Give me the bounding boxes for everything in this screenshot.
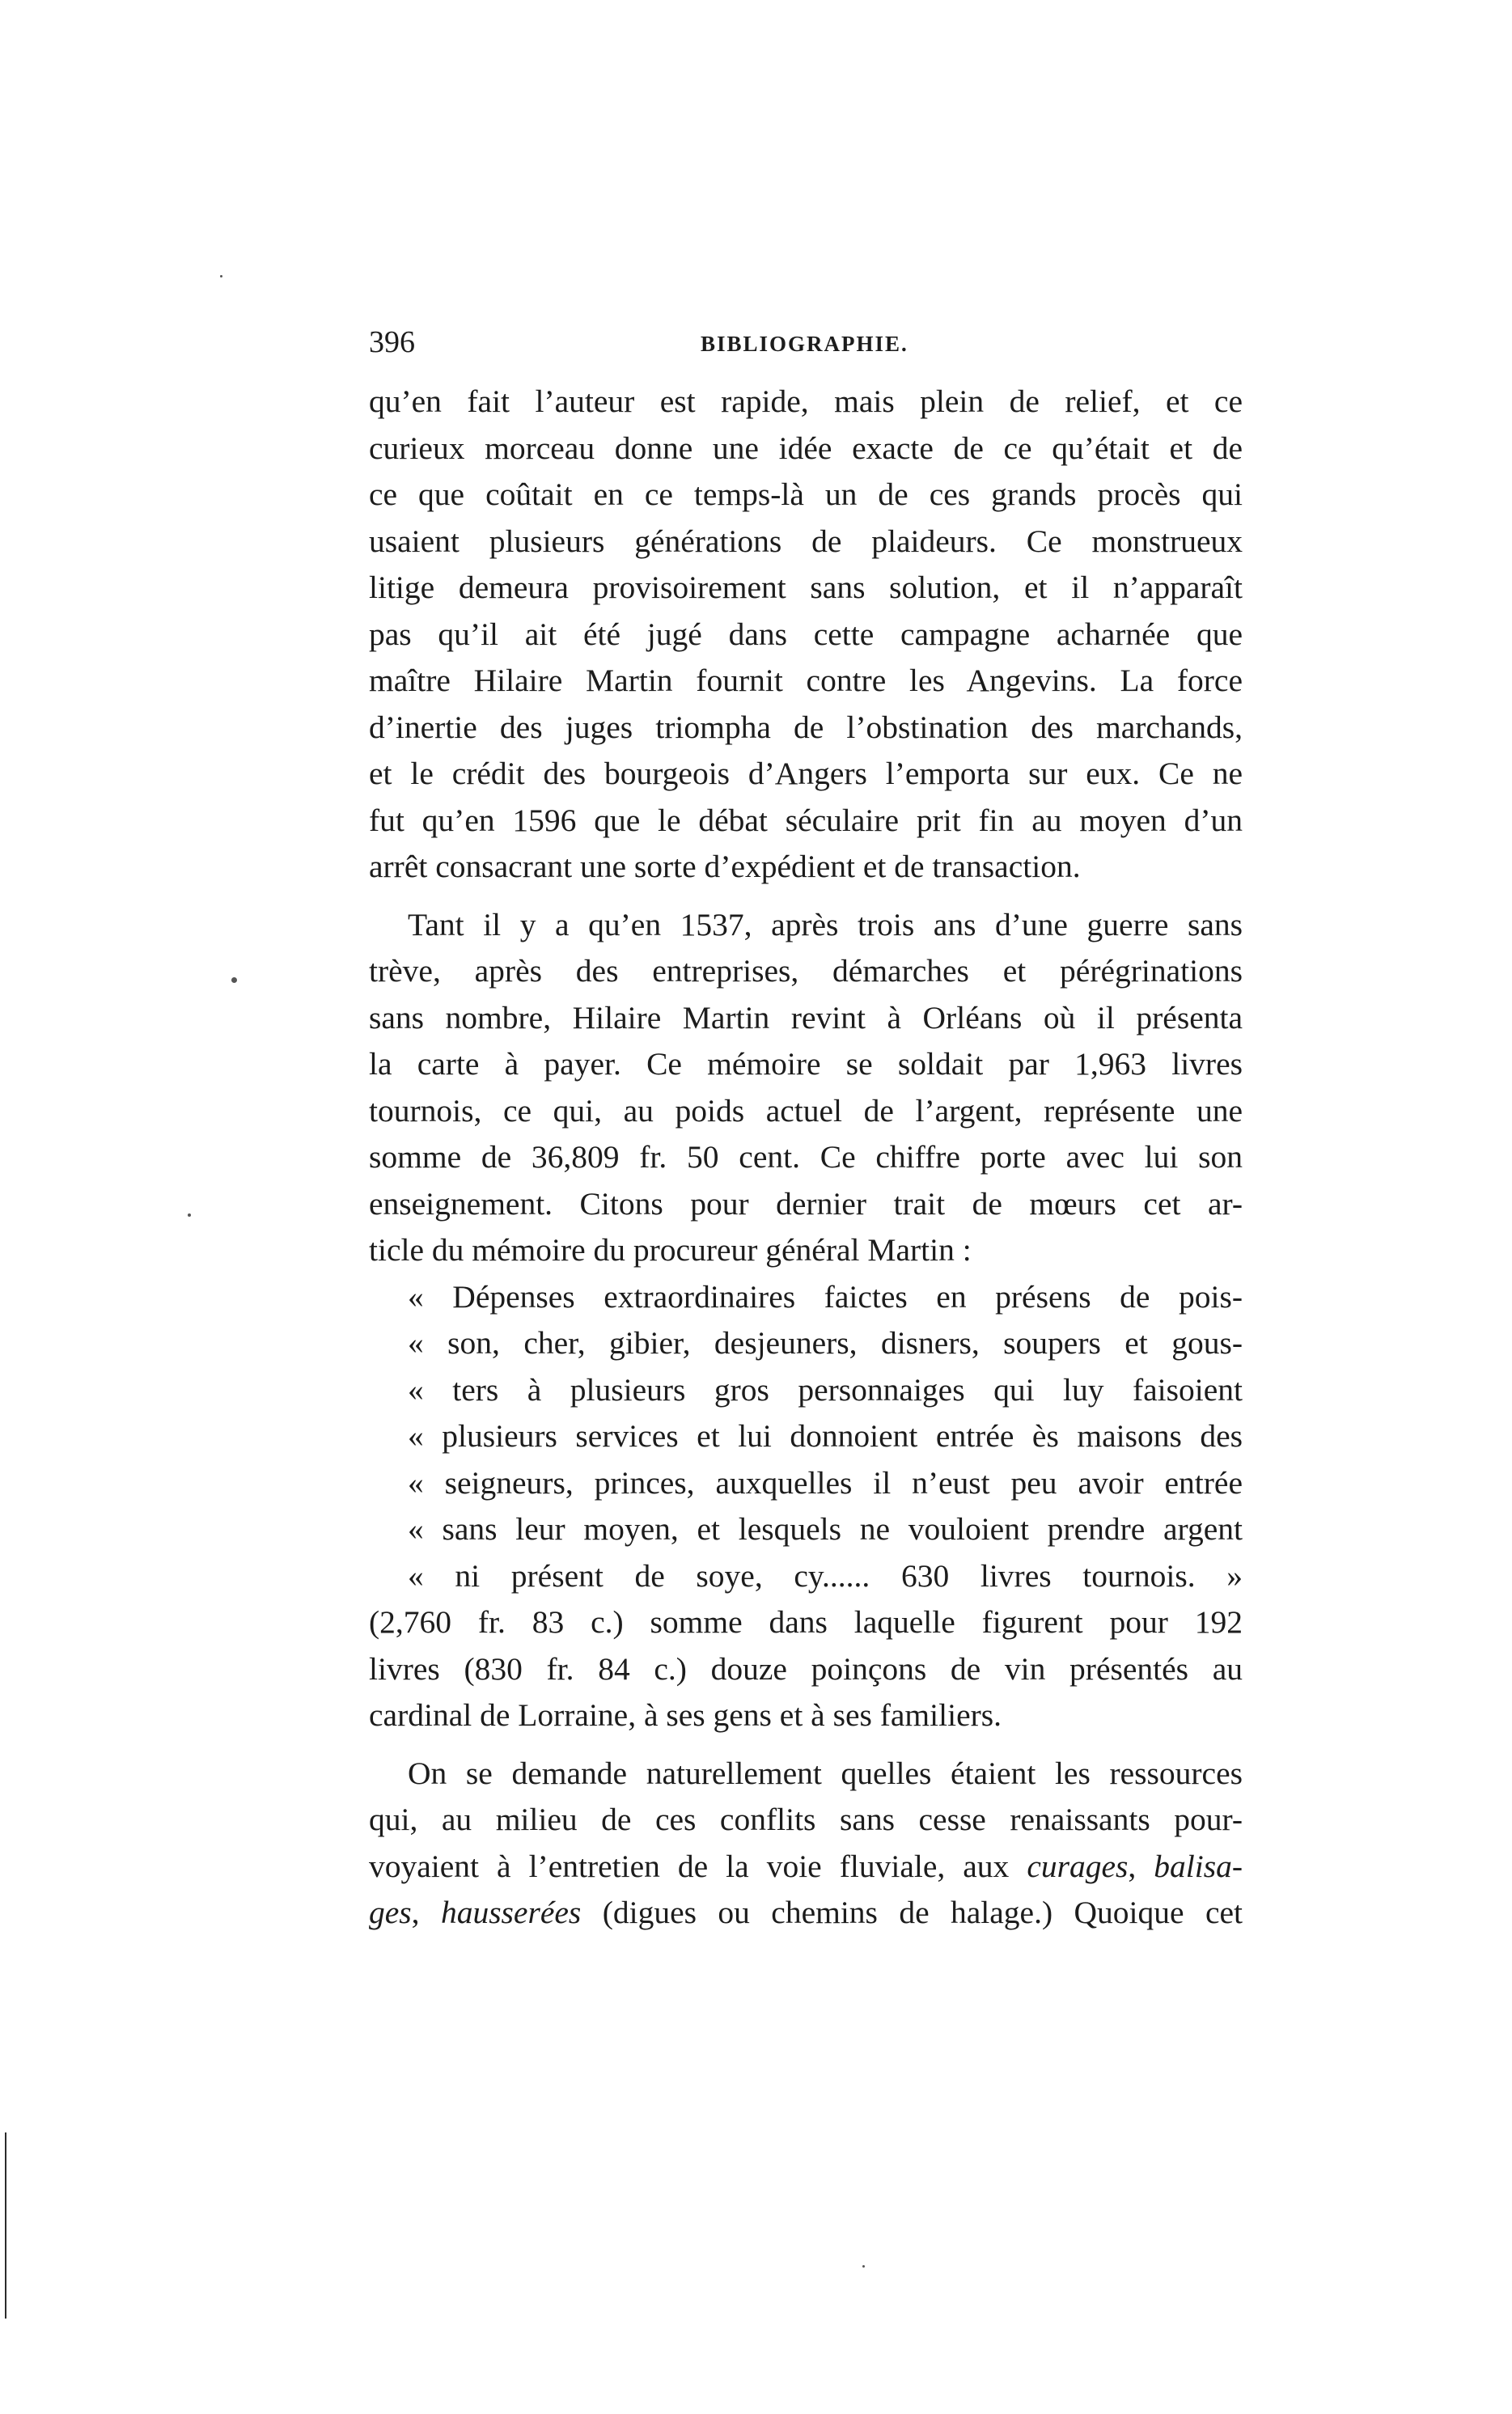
text-line: qui, au milieu de ces conflits sans cesse renaissants pour- (369, 1802, 1243, 1837)
text-line: trève, après des entreprises, démarches et pérégrinations (369, 953, 1243, 989)
text-line: On se demande naturellement quelles étaient les ressources (408, 1755, 1243, 1791)
text-line: livres (830 fr. 84 c.) douze poinçons de vin présentés au (369, 1650, 1243, 1687)
scan-speck (231, 977, 237, 983)
text-line: somme de 36,809 fr. 50 cent. Ce chiffre porte avec lui son (369, 1139, 1243, 1175)
text-line: tournois, ce qui, au poids actuel de l’argent, représente une (369, 1092, 1243, 1129)
text-line (369, 1890, 1243, 1937)
paragraph-3 (369, 1751, 1243, 1937)
text-line (369, 1844, 1243, 1891)
text-line: cardinal de Lorraine, à ses gens et à ses familiers. (369, 1697, 1002, 1733)
quote-line: « Dépenses extraordinaires faictes en présens de pois- (408, 1278, 1243, 1315)
italic-term: ges (369, 1895, 412, 1930)
text-line: usaient plusieurs générations de plaideurs. Ce monstrueux (369, 523, 1243, 559)
text-line: fut qu’en 1596 que le débat séculaire prit fin au moyen d’un (369, 802, 1243, 838)
body-text (369, 379, 1243, 1937)
italic-term: balisa- (1154, 1848, 1243, 1884)
paragraph-gap (369, 1739, 1243, 1751)
quote-line: « ni présent de soye, cy...... 630 livres tournois. » (408, 1557, 1243, 1594)
quote-line: « son, cher, gibier, desjeuners, disners, soupers et gous- (408, 1325, 1243, 1361)
text-line: Tant il y a qu’en 1537, après trois ans d’une guerre sans (408, 906, 1243, 942)
text-line: qu’en fait l’auteur est rapide, mais plein de relief, et ce (369, 383, 1243, 419)
quote-line: « ters à plusieurs gros personnaiges qui luy faisoient (408, 1371, 1243, 1408)
scan-edge-line (5, 2132, 6, 2319)
text-line: ticle du mémoire du procureur général Martin : (369, 1232, 972, 1268)
quote-line: « seigneurs, princes, auxquelles il n’eust peu avoir entrée (408, 1464, 1243, 1501)
text-line: curieux morceau donne une idée exacte de ce qu’était et de (369, 430, 1243, 466)
scan-speck (188, 1213, 191, 1217)
paragraph-1 (369, 379, 1243, 891)
running-head (369, 322, 1243, 362)
paragraph-2 (369, 902, 1243, 1739)
text-line: sans nombre, Hilaire Martin revint à Orléans où il présenta (369, 999, 1243, 1035)
italic-term: hausserées (440, 1895, 582, 1930)
paragraph-gap (369, 891, 1243, 902)
text-line: litige demeura provisoirement sans solution, et il n’apparaît (369, 570, 1243, 605)
text-line: la carte à payer. Ce mémoire se soldait par 1,963 livres (369, 1046, 1243, 1082)
scan-speck (862, 2265, 865, 2268)
text-line: d’inertie des juges triompha de l’obstination des marchands, (369, 709, 1243, 745)
text-line: et le crédit des bourgeois d’Angers l’emporta sur eux. Ce ne (369, 756, 1243, 791)
scan-speck (220, 275, 222, 277)
text-line: maître Hilaire Martin fournit contre les Angevins. La force (369, 663, 1243, 698)
text-run: voyaient à l’entretien de la voie fluviale, aux (369, 1848, 1027, 1884)
text-line: ce que coûtait en ce temps-là un de ces grands procès qui (369, 476, 1243, 512)
text-line: pas qu’il ait été jugé dans cette campagne acharnée que (369, 616, 1243, 652)
text-line: enseignement. Citons pour dernier trait de mœurs cet ar- (369, 1185, 1243, 1222)
italic-term: curages (1027, 1848, 1129, 1884)
text-line: arrêt consacrant une sorte d’expédient et de transaction. (369, 849, 1081, 884)
text-line: (2,760 fr. 83 c.) somme dans laquelle figurent pour 192 (369, 1604, 1243, 1640)
running-title: BIBLIOGRAPHIE. (701, 332, 908, 356)
quote-line: « plusieurs services et lui donnoient entrée ès maisons des (408, 1418, 1243, 1454)
text-run: (digues ou chemins de halage.) Quoique cet (581, 1895, 1243, 1930)
quote-line: « sans leur moyen, et lesquels ne vouloient prendre argent (408, 1511, 1243, 1547)
page-number: 396 (369, 325, 415, 359)
text-run: , (411, 1895, 441, 1930)
text-run: , (1128, 1848, 1154, 1884)
